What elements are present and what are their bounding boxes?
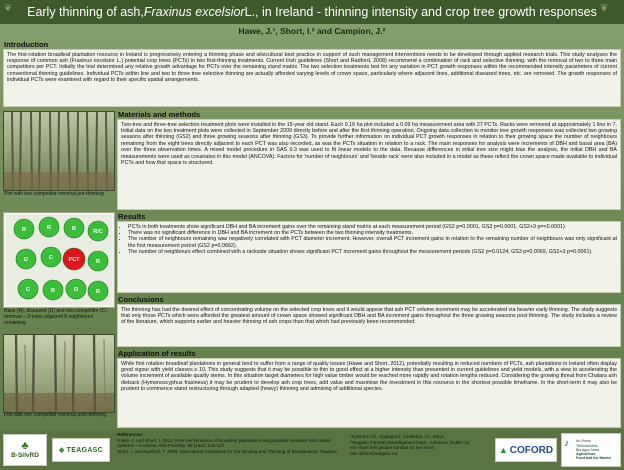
affiliation-line: ¹Sylviron Ltd., Applegard, Castlebar, Co. Mayo [350,434,445,439]
tree-marker-label: R [96,289,100,295]
introduction-heading: Introduction [4,40,49,49]
post-thinning-photo [3,334,115,413]
tree-marker-label: R [22,227,26,233]
leaf-decoration-icon: ❦ [4,3,13,14]
teagasc-logo-text: TEAGASC [66,446,103,454]
pre-thinning-caption: Plot with two competitor removal pre-thinning [4,191,104,197]
bsilvrd-logo-icon: ♣ [21,440,29,452]
tree-marker-label: R [96,259,100,265]
authors: Hawe, J.¹, Short, I.² and Campion, J.² [238,26,386,36]
tree-marker-label: R [47,225,51,231]
bsilvrd-logo-text: B-SilvRD [11,452,39,459]
title-prefix: Early thinning of ash, [27,5,144,19]
references-heading: References: [117,432,144,437]
post-thinning-caption: Plot with two competitor removal post-thinning [4,412,106,418]
title-suffix: L., in Ireland - thinning intensity and crop tree growth responses [244,5,597,19]
tree-marker-label: C [26,287,30,293]
teagasc-logo-icon: ◆ [58,447,65,454]
coford-logo [495,438,557,462]
affiliation-line: ²Teagasc Forestry Development Dept., Ashtown, Dublin 15 [350,439,470,445]
results-item: • The number of neighbours remaining was negatively correlated with PCT diameter increment. However, overall PCT increment gains in relation to the remaining number of neighbours was only significant at the first measurement period (GS2 p=0.0662). [128,236,617,249]
tree-marker-label: C [49,255,53,261]
teagasc-logo [52,438,110,462]
title-species: Fraxinus excelsior [143,5,245,19]
affiliations [350,434,490,456]
results-item: • There was no significant difference in DBH and BA increment on the PCTs between the two thinning intensity treatments. [128,230,617,236]
introduction-text: The first-rotation broadleaf plantation resource in Ireland is progressively entering a thinning phase and silvicultural best practice in support of such management interventions needs to be developed through applied research trials. This study analyses the response of common ash (Fraxinus excelsior L.) potential crop trees (PCTs) in two first-thinning treatments. Current Irish guidelines (Short and Radford, 2008) recommend a combination of rack and selective thinning, with the removal of two to three main competitors per PCT. Initially the trial determined any relative growth advantage for PCTs over the remaining stand matrix. The two selection treatments test for any variation in PCT growth responses within the recommended intensity parameters of current conventional thinning guidelines. Individual PCTs within line and two to three tree selective thinning are actually afforded varying levels of crown space, particularly where adjacent lines, additional diseased trees, etc. are removed. The growth responses of individual PCTs were examined with regard to their specific spatial arrangements. [3,49,621,107]
tree-marker-label: D [74,287,78,293]
conclusions-heading: Conclusions [118,295,164,304]
tree-marker-label: D [24,257,28,263]
dept-logo-line: An Roinn [576,439,591,444]
conclusions-text: The thinning has had the desired effect of concentrating volume on the selected crop trees and it would appear that ash PCT volume increment may be accelerated via heavier early thinning. The study suggests that only those PCTs which were afforded the greatest amount of crown space showed significant DBH and BA increment gains throughout the three growing seasons post thinning. The study includes a review of the literature, which supports earlier and heavier thinning of ash crops than that which had previously been recommended. [117,304,621,347]
pre-thinning-photo [3,111,115,191]
results-item: • The number of neighbours effect combined with a rackside situation shows significant PCT increment gains throughout the measurement periods (GS2 p=0.0124, GS3 p=0.0069, GS2+3 p=0.0061). [128,249,617,255]
dept-logo-line: Agriculture, [576,452,597,457]
coford-logo-text: COFORD [509,444,554,456]
diagram-caption: Rack (R), diseased (D) and two competitor (C) removal – 3 trees adjacent 8 neighbours remaining [4,308,107,326]
reference-entry: Hawe, J. and Short, I. 2012. Poor performance of broadleaf plantations and possible remedial silvicultural systems – a review. Irish Forestry, 69 (1&2): 126-147. [117,437,331,449]
references [117,432,342,454]
tree-marker-label: R/C [93,229,103,235]
thinning-diagram [3,212,115,308]
application-text: While first rotation broadleaf plantations in general tend to suffer from a range of quality issues (Hawe and Short, 2012), potentially resulting in reduced numbers of PCTs, ash plantations in Ireland often display good vigour with yield classes ≥ 10. This study suggests that it may be possible to thin to good effect at a higher intensity than presented in current guidelines and yield models, with a view to accelerating the volume increment of available quality stems. In this situation target diameters for high value timber would be reached more rapidly and rotation lengths reduced. Considering the growing threat from Chalara ash dieback (Hymenoscyphus fraxineus) it may be prudent to develop ash crop trees, add value and maximise the investment in this resource in the shortest possible timeframe. In the short-term it may also be prudent to commence stand restructuring through adapted (heavy) thinning and admixing of additional species. [117,358,621,428]
bsilvrd-logo [3,434,47,466]
dept-logo-line: Food and the Marine [576,456,612,461]
tree-marker-label: R [72,226,76,232]
leaf-decoration-icon: ❦ [600,3,609,14]
results-item: • PCTs in both treatments show significant DBH and BA increment gains over the remaining stand matrix at each measurement period (GS2 p=0.0001, GS3 p=0.0001, GS2+3 p=<0.0001). [128,224,617,230]
footer [0,430,624,470]
thinning-diagram-svg [4,213,114,307]
affiliation-line: (Ian.Short@teagasc.ie) [350,450,398,456]
dept-logo-line: Talmhaíochta, [576,443,599,448]
harp-icon: ♪ [564,438,569,449]
methods-heading: Materials and methods [118,110,201,119]
department-logo [561,433,621,467]
affiliation-line: For more info please contact Dr Ian Short [350,445,435,451]
reference-entry: Short, I. and Radford, T. 2008. Silvicultural Guidelines for the Tending and Thinning of Broadleaves. Teagasc. [117,448,339,454]
coford-logo-icon: ▲ [498,445,508,455]
results-list [117,221,621,293]
dept-logo-line: Bia agus Mara [576,447,600,452]
poster-title [0,0,624,24]
methods-text: Two-tree and three-tree selection treatment plots were installed in the 15-year old stand. Each 0.16 ha plot included a 0.09 ha measurement area with 27 PCTs. Racks were removed at approximately 1 line in 7. Initial data on the two treatment plots were collected in September 2009 directly before and after the first thinning operation. Ongoing data collection to monitor tree growth responses was collected two growing seasons after thinning (GS2) and three growing seasons after thinning (GS3). To provide further information on individual PCT growth responses in relation to their growing space the number of neighbours remaining from the eight trees directly adjacent to each PCT was also recorded, as was the PCTs situation in relation to a rack. The main responses for analysis were increments of DBH and basal area (BA) over the three observation times. A mixed model procedure in SAS 9.3 was used to fit linear models to the data. Because differences in initial tree size might bias the analysis, the initial DBH and BA measurements were used as covariates in this model (ANCOVA). Factors for 'number of neighbours' and 'beside rack' were also included in a model as these reflect the crown space made available to individual PCTs and how that space is structured. [117,119,621,210]
tree-marker-label: R [51,288,55,294]
tree-marker-label: PCT [68,257,80,263]
results-heading: Results [118,212,146,221]
application-heading: Application of results [118,349,196,358]
